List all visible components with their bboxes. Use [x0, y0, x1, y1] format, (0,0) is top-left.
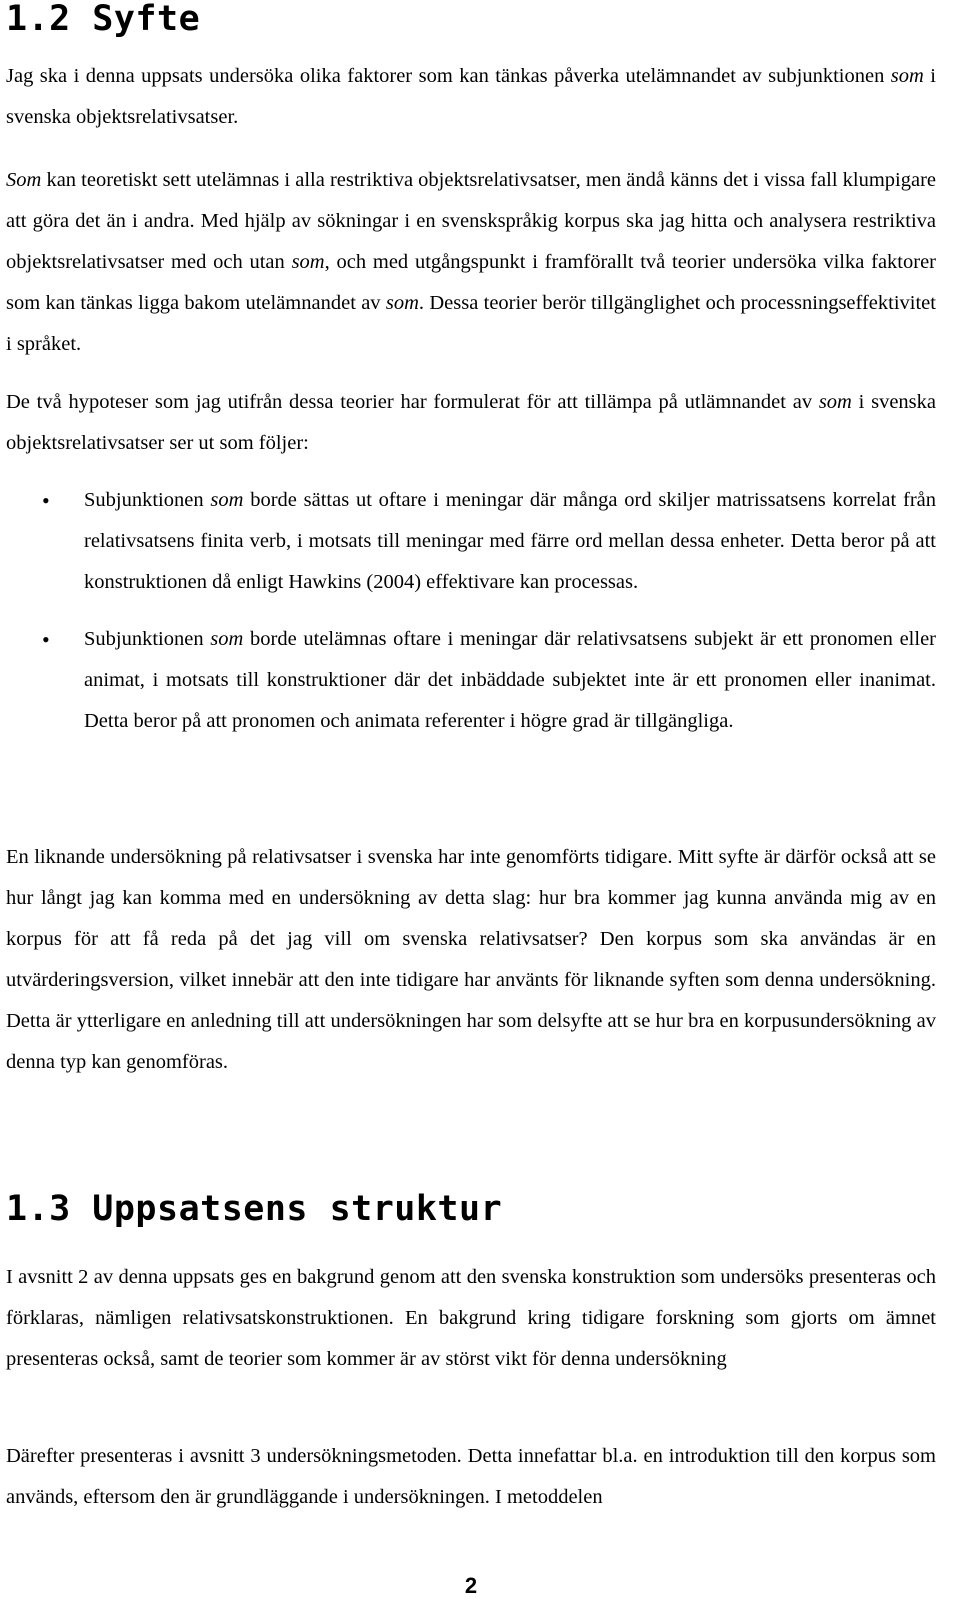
italic-term: som	[291, 251, 325, 273]
text-run: Subjunktionen	[84, 628, 211, 650]
paragraph-intro	[6, 56, 936, 138]
text-run: De två hypoteser som jag utifrån dessa teorier har formulerat för att tillämpa på utlämnandet av	[6, 391, 819, 413]
text-run: i svenska objektsrelativsatser ser ut som följer:	[6, 391, 936, 454]
text-run: , och med utgångspunkt i framförallt två teorier undersöka vilka faktorer som kan tänkas ligga bakom utelämnandet av	[6, 251, 936, 314]
italic-term: som	[210, 489, 244, 511]
italic-term: Som	[6, 169, 42, 191]
text-run: borde sättas ut oftare i meningar där många ord skiljer matrissatsens korrelat från relativsatsens finita verb, i motsats till meningar med färre ord mellan dessa enheter. Detta beror på att konstruktionen då enligt Hawkins (2004) effektivare kan processas.	[84, 489, 936, 593]
hypothesis-item	[6, 480, 936, 603]
text-run: i svenska objektsrelativsatser.	[6, 65, 937, 128]
section-heading-syfte: 1.2 Syfte	[6, 0, 201, 39]
hypothesis-item	[6, 619, 936, 742]
document-page	[6, 0, 936, 1610]
italic-term: som	[890, 65, 924, 87]
italic-term: som	[818, 391, 852, 413]
section-heading-struktur: 1.3 Uppsatsens struktur	[6, 1189, 503, 1229]
paragraph-structure-background: I avsnitt 2 av denna uppsats ges en bakgrund genom att den svenska konstruktion som undersöks presenteras och förklaras, nämligen relativsatskonstruktionen. En bakgrund kring tidigare forskning som gjorts om ämnet presenteras också, samt de teorier som kommer är av störst vikt för denna undersökning	[6, 1266, 936, 1370]
text-run: borde utelämnas oftare i meningar där relativsatsens subjekt är ett pronomen eller animat, i motsats till konstruktioner där det inbäddade subjektet inte är ett pronomen eller inanimat. Detta beror på att pronomen och animata referenter i högre grad är tillgängliga.	[84, 628, 936, 732]
text-run: kan teoretiskt sett utelämnas i alla restriktiva objektsrelativsatser, men ändå känns det i vissa fall klumpigare att göra det än i andra. Med hjälp av sökningar i en svenskspråkig korpus ska jag hitta och analysera restriktiva objektsrelativsatser med och utan	[6, 169, 936, 273]
text-run: Subjunktionen	[84, 489, 211, 511]
hypothesis-list	[6, 480, 936, 742]
paragraph-purpose: En liknande undersökning på relativsatser i svenska har inte genomförts tidigare. Mitt syfte är därför också att se hur långt jag kan komma med en undersökning av detta slag: hur bra kommer jag kunna använda mig av en korpus för att få reda på det jag vill om svenska relativsatser? Den korpus som ska användas är en utvärderingsversion, vilket innebär att den inte tidigare har använts för liknande syften som denna undersökning. Detta är ytterligare en anledning till att undersökningen har som delsyfte att se hur bra en korpusundersökning av denna typ kan genomföras.	[6, 846, 936, 1073]
page-number: 2	[464, 1573, 478, 1598]
text-run: Jag ska i denna uppsats undersöka olika faktorer som kan tänkas påverka utelämnandet av subjunktionen	[6, 65, 891, 87]
text-run: . Dessa teorier berör tillgänglighet och processningseffektivitet i språket.	[6, 292, 936, 355]
italic-term: som	[385, 292, 419, 314]
paragraph-hypotheses-intro	[6, 382, 936, 464]
paragraph-method	[6, 160, 936, 365]
bullet-icon: •	[42, 488, 50, 513]
bullet-icon: •	[42, 627, 50, 652]
paragraph-structure-method: Därefter presenteras i avsnitt 3 undersökningsmetoden. Detta innefattar bl.a. en introduktion till den korpus som används, eftersom den är grundläggande i undersökningen. I metoddelen	[6, 1445, 936, 1508]
italic-term: som	[210, 628, 244, 650]
